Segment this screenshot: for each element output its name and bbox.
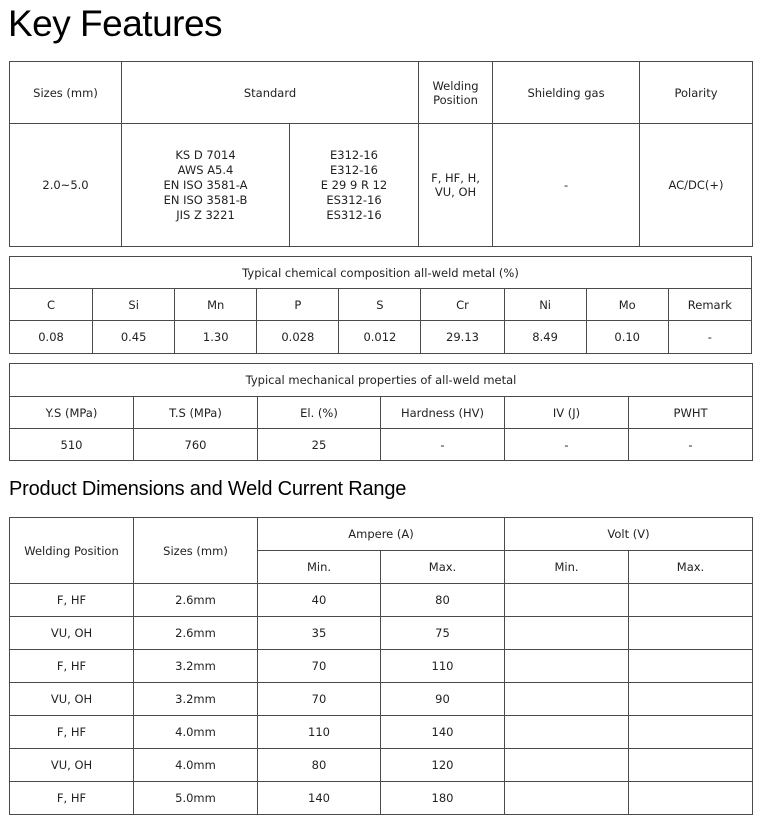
row-ampere-max: 120 xyxy=(381,749,505,782)
row-volt-min xyxy=(505,716,629,749)
standard-name: AWS A5.4 xyxy=(177,162,234,177)
row-volt-max xyxy=(629,683,753,716)
row-ampere-min: 110 xyxy=(258,716,381,749)
header-ampere-min: Min. xyxy=(258,551,381,584)
row-ampere-max: 180 xyxy=(381,782,505,815)
mechanical-value-row xyxy=(10,429,753,461)
key-features-title: Key Features xyxy=(8,3,223,44)
mechanical-header: El. (%) xyxy=(258,397,381,429)
row-size: 5.0mm xyxy=(134,782,258,815)
row-volt-min xyxy=(505,617,629,650)
chemical-header: Ni xyxy=(504,289,586,321)
chemical-value: 0.012 xyxy=(339,321,421,354)
chemical-header: Mn xyxy=(175,289,257,321)
chemical-value: 8.49 xyxy=(504,321,586,354)
table-row xyxy=(10,650,753,683)
mechanical-value: - xyxy=(505,429,629,461)
row-ampere-max: 90 xyxy=(381,683,505,716)
chemical-header: S xyxy=(339,289,421,321)
key-features-data-row xyxy=(10,124,753,247)
chemical-value: 1.30 xyxy=(175,321,257,354)
row-volt-max xyxy=(629,716,753,749)
header-polarity: Polarity xyxy=(640,62,753,124)
dimensions-title: Product Dimensions and Weld Current Range xyxy=(9,478,407,500)
chemical-header: C xyxy=(10,289,93,321)
mechanical-header: Hardness (HV) xyxy=(381,397,505,429)
chemical-value: 0.45 xyxy=(93,321,175,354)
row-size: 4.0mm xyxy=(134,716,258,749)
key-features-header-row xyxy=(10,62,753,124)
row-welding-position: VU, OH xyxy=(10,683,134,716)
dimensions-table xyxy=(9,517,753,815)
row-ampere-max: 140 xyxy=(381,716,505,749)
header-volt-max: Max. xyxy=(629,551,753,584)
mechanical-title: Typical mechanical properties of all-weld metal xyxy=(10,364,753,397)
header-volt: Volt (V) xyxy=(505,518,753,551)
mechanical-header: T.S (MPa) xyxy=(134,397,258,429)
chemical-value-row xyxy=(10,321,752,354)
table-row xyxy=(10,749,753,782)
row-size: 2.6mm xyxy=(134,584,258,617)
table-row xyxy=(10,617,753,650)
table-row xyxy=(10,716,753,749)
mechanical-header: IV (J) xyxy=(505,397,629,429)
row-welding-position: F, HF xyxy=(10,782,134,815)
row-welding-position: VU, OH xyxy=(10,749,134,782)
standard-name: KS D 7014 xyxy=(175,147,236,162)
chemical-value: 29.13 xyxy=(421,321,504,354)
header-sizes: Sizes (mm) xyxy=(134,518,258,584)
table-row xyxy=(10,683,753,716)
chemical-header-row xyxy=(10,289,752,321)
value-sizes: 2.0~5.0 xyxy=(10,124,122,247)
header-ampere: Ampere (A) xyxy=(258,518,505,551)
chemical-composition-table xyxy=(9,256,752,354)
row-ampere-max: 110 xyxy=(381,650,505,683)
row-volt-max xyxy=(629,584,753,617)
row-volt-min xyxy=(505,650,629,683)
chemical-header: Mo xyxy=(586,289,668,321)
row-ampere-min: 80 xyxy=(258,749,381,782)
chemical-value: 0.08 xyxy=(10,321,93,354)
chemical-header: P xyxy=(257,289,339,321)
row-welding-position: F, HF xyxy=(10,716,134,749)
row-size: 3.2mm xyxy=(134,683,258,716)
mechanical-value: 510 xyxy=(10,429,134,461)
dimensions-header-row xyxy=(10,518,753,551)
row-size: 3.2mm xyxy=(134,650,258,683)
header-welding-position: Welding Position xyxy=(10,518,134,584)
row-welding-position: VU, OH xyxy=(10,617,134,650)
table-row xyxy=(10,782,753,815)
mechanical-value: 760 xyxy=(134,429,258,461)
row-ampere-min: 40 xyxy=(258,584,381,617)
standard-class: ES312-16 xyxy=(326,192,382,207)
row-volt-min xyxy=(505,584,629,617)
row-ampere-max: 80 xyxy=(381,584,505,617)
standard-class: E312-16 xyxy=(330,162,378,177)
standards-right-cell xyxy=(290,124,419,247)
row-size: 2.6mm xyxy=(134,617,258,650)
standard-name: EN ISO 3581-B xyxy=(163,192,248,207)
row-ampere-min: 35 xyxy=(258,617,381,650)
row-ampere-min: 70 xyxy=(258,683,381,716)
row-welding-position: F, HF xyxy=(10,584,134,617)
chemical-header: Cr xyxy=(421,289,504,321)
standard-name: EN ISO 3581-A xyxy=(163,177,248,192)
mechanical-value: - xyxy=(381,429,505,461)
standard-class: E312-16 xyxy=(330,147,378,162)
mechanical-value: 25 xyxy=(258,429,381,461)
value-welding-position: F, HF, H, VU, OH xyxy=(419,124,493,247)
value-shielding-gas: - xyxy=(493,124,640,247)
header-shielding-gas: Shielding gas xyxy=(493,62,640,124)
standard-name: JIS Z 3221 xyxy=(176,207,235,222)
header-sizes: Sizes (mm) xyxy=(10,62,122,124)
row-volt-min xyxy=(505,749,629,782)
value-polarity: AC/DC(+) xyxy=(640,124,753,247)
mechanical-header: Y.S (MPa) xyxy=(10,397,134,429)
row-welding-position: F, HF xyxy=(10,650,134,683)
row-ampere-min: 70 xyxy=(258,650,381,683)
chemical-title: Typical chemical composition all-weld metal (%) xyxy=(10,257,752,289)
header-volt-min: Min. xyxy=(505,551,629,584)
standard-class: ES312-16 xyxy=(326,207,382,222)
row-ampere-min: 140 xyxy=(258,782,381,815)
table-row xyxy=(10,584,753,617)
mechanical-header: PWHT xyxy=(629,397,753,429)
chemical-header: Remark xyxy=(668,289,751,321)
mechanical-value: - xyxy=(629,429,753,461)
row-ampere-max: 75 xyxy=(381,617,505,650)
row-volt-min xyxy=(505,683,629,716)
standard-class: E 29 9 R 12 xyxy=(320,177,388,192)
chemical-header: Si xyxy=(93,289,175,321)
header-ampere-max: Max. xyxy=(381,551,505,584)
row-volt-max xyxy=(629,617,753,650)
chemical-value: 0.028 xyxy=(257,321,339,354)
row-volt-min xyxy=(505,782,629,815)
row-volt-max xyxy=(629,782,753,815)
key-features-table xyxy=(9,61,753,247)
chemical-value: 0.10 xyxy=(586,321,668,354)
mechanical-properties-table xyxy=(9,363,753,461)
header-welding-position: Welding Position xyxy=(419,62,493,124)
row-volt-max xyxy=(629,650,753,683)
mechanical-header-row xyxy=(10,397,753,429)
chemical-value: - xyxy=(668,321,751,354)
standards-left-cell xyxy=(122,124,290,247)
header-standard: Standard xyxy=(122,62,419,124)
row-size: 4.0mm xyxy=(134,749,258,782)
row-volt-max xyxy=(629,749,753,782)
